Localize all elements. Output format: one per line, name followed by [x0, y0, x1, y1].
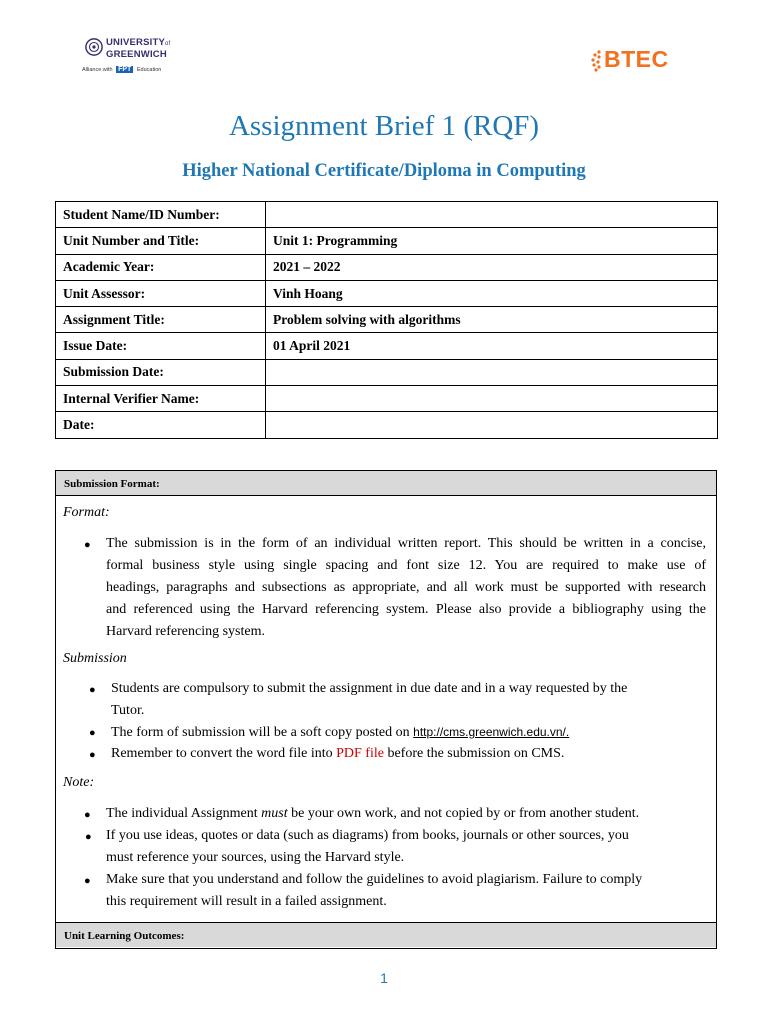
university-logo-line2: GREENWICH	[106, 48, 167, 60]
note-bullet-1-emphasis: must	[261, 806, 288, 821]
bullet-icon: ●	[89, 727, 96, 739]
row-label: Issue Date:	[56, 333, 266, 359]
table-row	[56, 307, 718, 333]
alliance-prefix: Alliance with	[82, 67, 113, 73]
fpt-logo: FPT	[118, 66, 132, 73]
submission-bullet-3-post: before the submission on CMS.	[383, 746, 565, 761]
table-row	[56, 333, 718, 359]
page-subtitle: Higher National Certificate/Diploma in Computing	[182, 161, 586, 181]
bullet-icon: ●	[89, 749, 96, 761]
row-label: Submission Date:	[56, 359, 266, 385]
page-title: Assignment Brief 1 (RQF)	[228, 110, 540, 142]
note-bullet-2-line-1: If you use ideas, quotes or data (such as diagrams) from books, journals or other sources, you	[106, 828, 629, 843]
row-value: 01 April 2021	[266, 333, 718, 359]
row-value	[266, 386, 718, 412]
row-label: Date:	[56, 412, 266, 438]
btec-logo-text: BTEC	[604, 46, 669, 72]
university-logo-of: of	[165, 41, 171, 47]
row-value	[266, 202, 718, 228]
table-row	[56, 254, 718, 280]
table-row	[56, 359, 718, 385]
university-of-greenwich-logo	[82, 36, 182, 82]
bullet-icon: ●	[89, 684, 96, 696]
bullet-icon: ●	[84, 809, 91, 821]
row-value: Problem solving with algorithms	[266, 307, 718, 333]
page-number: 1	[380, 970, 388, 986]
row-value: Vinh Hoang	[266, 280, 718, 306]
bullet-icon: ●	[84, 875, 91, 887]
table-row	[56, 412, 718, 438]
table-row	[56, 280, 718, 306]
assignment-info-table	[55, 201, 718, 439]
format-line-4: and referenced using the Harvard referencing system. Please also provide a bibliography using the	[106, 602, 706, 617]
submission-bullet-3-pre: Remember to convert the word file into	[111, 746, 337, 761]
table-row	[56, 386, 718, 412]
row-label: Unit Number and Title:	[56, 228, 266, 254]
row-label: Assignment Title:	[56, 307, 266, 333]
format-line-5: Harvard referencing system.	[106, 624, 265, 639]
university-logo-text	[106, 38, 170, 59]
submission-bullet-2	[111, 721, 711, 745]
format-line-3: headings, paragraphs and subsections as appropriate, and all work must be supported with research	[106, 580, 706, 595]
row-value: Unit 1: Programming	[266, 228, 718, 254]
row-value	[266, 412, 718, 438]
note-bullet-1-pre: The individual Assignment	[106, 806, 262, 821]
format-heading: Format:	[63, 505, 110, 520]
btec-dots-icon	[588, 48, 604, 74]
university-logo-line1: UNIVERSITY	[106, 37, 166, 48]
table-row	[56, 228, 718, 254]
row-value	[266, 359, 718, 385]
bullet-icon: ●	[84, 539, 91, 551]
note-bullet-1-post: be your own work, and not copied by or from another student.	[287, 806, 640, 821]
row-label: Internal Verifier Name:	[56, 386, 266, 412]
learning-outcomes-header: Unit Learning Outcomes:	[56, 922, 716, 947]
note-heading: Note:	[63, 775, 95, 790]
submission-bullet-1-line-1: Students are compulsory to submit the assignment in due date and in a way requested by the	[111, 681, 628, 696]
greenwich-seal-icon	[85, 38, 103, 56]
submission-bullet-2-text: The form of submission will be a soft copy posted on	[111, 725, 414, 740]
table-row	[56, 202, 718, 228]
format-line-1: The submission is in the form of an individual written report. This should be written in a concise,	[106, 536, 706, 551]
submission-heading: Submission	[63, 651, 127, 666]
alliance-suffix: Education	[136, 67, 162, 73]
note-bullet-1	[106, 803, 706, 826]
row-value: 2021 – 2022	[266, 254, 718, 280]
note-bullet-3-line-1: Make sure that you understand and follow the guidelines to avoid plagiarism. Failure to comply	[106, 872, 643, 887]
cms-link[interactable]: http://cms.greenwich.edu.vn/.	[413, 725, 570, 739]
row-label: Academic Year:	[56, 254, 266, 280]
note-bullet-2-line-2: must reference your sources, using the Harvard style.	[106, 850, 405, 865]
row-label: Student Name/ID Number:	[56, 202, 266, 228]
row-label: Unit Assessor:	[56, 280, 266, 306]
bullet-icon: ●	[85, 831, 92, 843]
note-bullet-3-line-2: this requirement will result in a failed assignment.	[106, 894, 387, 909]
submission-bullet-3	[111, 743, 711, 766]
fpt-alliance-line	[82, 66, 161, 73]
pdf-file-highlight: PDF file	[336, 746, 384, 761]
submission-format-box	[55, 470, 717, 949]
format-line-2: formal business style using single spacing and font size 12. You are required to make use of	[106, 558, 706, 573]
submission-bullet-1-line-2: Tutor.	[111, 703, 145, 718]
submission-format-header: Submission Format:	[56, 471, 716, 496]
